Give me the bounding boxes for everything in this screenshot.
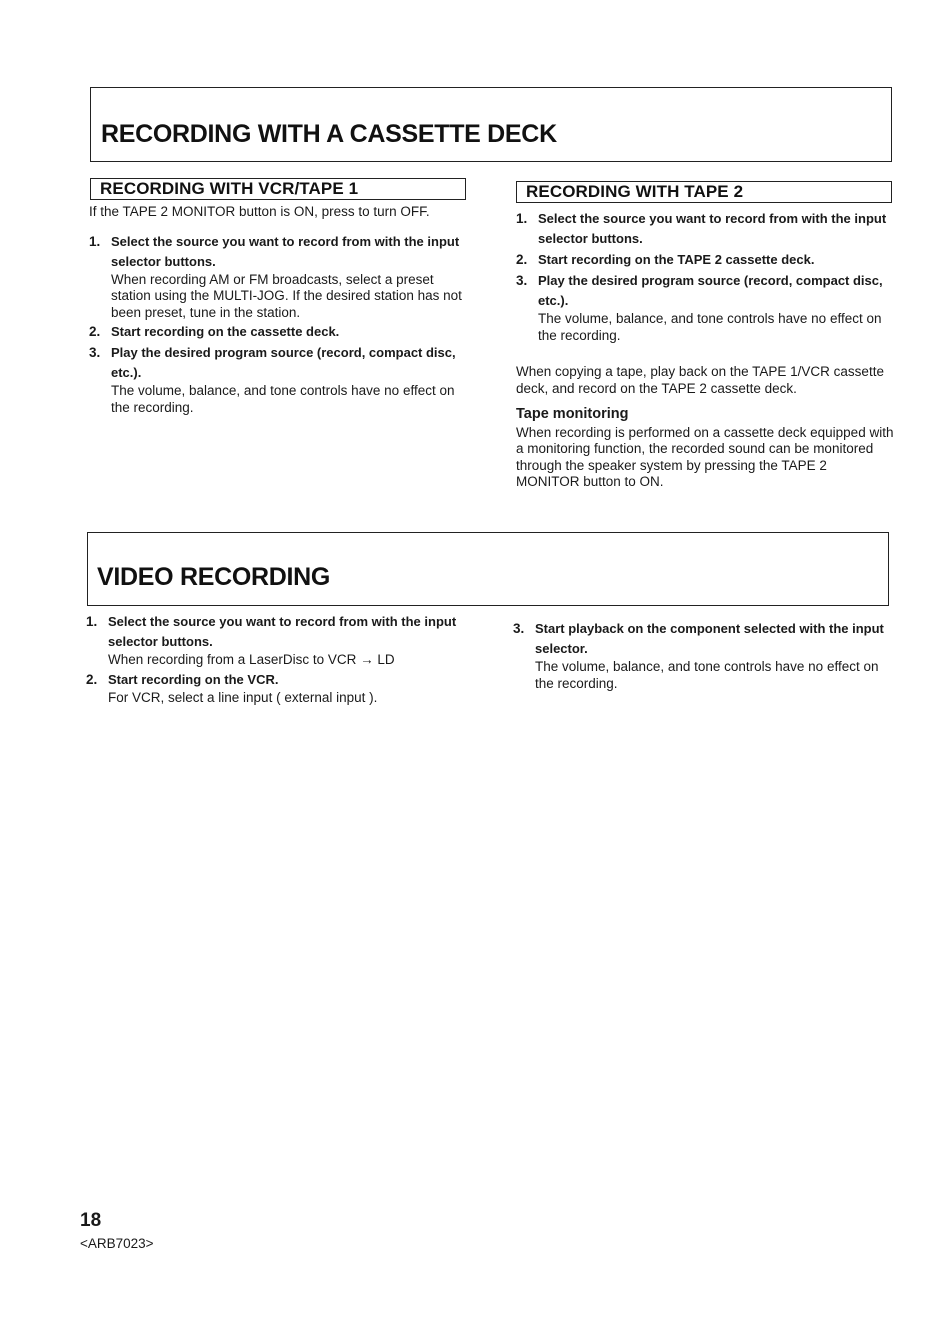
video-title-box xyxy=(87,532,889,606)
step-number: 3. xyxy=(89,345,101,360)
document-code: <ARB7023> xyxy=(80,1236,154,1251)
step-body: The volume, balance, and tone controls have no effect on the recording. xyxy=(535,659,879,691)
tape2-step-2 xyxy=(516,250,894,270)
video-step-3 xyxy=(513,619,891,692)
step-number: 1. xyxy=(516,211,528,226)
step-heading: Select the source you want to record from with the input selector buttons. xyxy=(108,614,457,649)
step-number: 3. xyxy=(513,621,525,636)
step-body: For VCR, select a line input ( external input ). xyxy=(108,689,378,705)
step-number: 2. xyxy=(89,324,101,339)
video-right-column xyxy=(513,619,891,692)
cassette-title-box xyxy=(90,87,892,162)
tape2-heading: RECORDING WITH TAPE 2 xyxy=(526,182,744,201)
step-number: 2. xyxy=(86,671,98,687)
step-heading: Start recording on the TAPE 2 cassette deck. xyxy=(538,252,815,267)
vcr-step-1 xyxy=(89,232,469,322)
vcr-tape1-heading-box xyxy=(90,178,466,200)
step-heading: Play the desired program source (record, compact disc, etc.). xyxy=(111,345,456,380)
step-body: The volume, balance, and tone controls have no effect on the recording. xyxy=(111,383,455,415)
video-section-title: VIDEO RECORDING xyxy=(97,563,331,591)
step-heading: Start recording on the VCR. xyxy=(108,671,279,687)
tape2-step-3 xyxy=(516,271,894,344)
tape2-column xyxy=(516,209,894,491)
tape2-heading-box xyxy=(516,181,892,203)
step-heading: Start playback on the component selected with the input selector. xyxy=(535,621,884,656)
step-number: 3. xyxy=(516,273,528,288)
step-heading: Play the desired program source (record, compact disc, etc.). xyxy=(538,273,883,308)
vcr-step-3 xyxy=(89,343,469,416)
tape-copy-note: When copying a tape, play back on the TAPE 1/VCR cassette deck, and record on the TAPE 2 cassette deck. xyxy=(516,364,884,396)
vcr-step-2 xyxy=(89,322,469,342)
step-number: 1. xyxy=(86,614,98,629)
cassette-section-title: RECORDING WITH A CASSETTE DECK xyxy=(101,120,557,148)
vcr-tape1-column xyxy=(89,204,469,416)
tape-monitoring-body: When recording is performed on a cassette deck equipped with a monitoring function, the recorded sound can be monitored through the speaker system by pressing the TAPE 2 MONITOR button to ON. xyxy=(516,424,894,489)
step-number: 2. xyxy=(516,252,528,267)
video-left-column xyxy=(86,612,466,706)
step-body: When recording AM or FM broadcasts, select a preset station using the MULTI-JOG. If the desired station has not been preset, tune in the station. xyxy=(111,271,462,320)
video-step-2 xyxy=(86,670,466,707)
tape2-step-1 xyxy=(516,209,894,249)
video-step-1 xyxy=(86,612,466,669)
tape-monitoring-heading: Tape monitoring xyxy=(516,406,629,422)
vcr-tape1-heading: RECORDING WITH VCR/TAPE 1 xyxy=(100,179,359,198)
step-heading: Select the source you want to record from with the input selector buttons. xyxy=(111,233,460,269)
step-heading: Start recording on the cassette deck. xyxy=(111,324,340,339)
step-number: 1. xyxy=(89,233,101,249)
vcr-tape1-intro: If the TAPE 2 MONITOR button is ON, press to turn OFF. xyxy=(89,204,430,219)
page-number: 18 xyxy=(80,1210,102,1231)
step-heading: Select the source you want to record from with the input selector buttons. xyxy=(538,211,887,246)
step-body: When recording from a LaserDisc to VCR → LD xyxy=(108,652,395,667)
step-body: The volume, balance, and tone controls have no effect on the recording. xyxy=(538,311,882,343)
